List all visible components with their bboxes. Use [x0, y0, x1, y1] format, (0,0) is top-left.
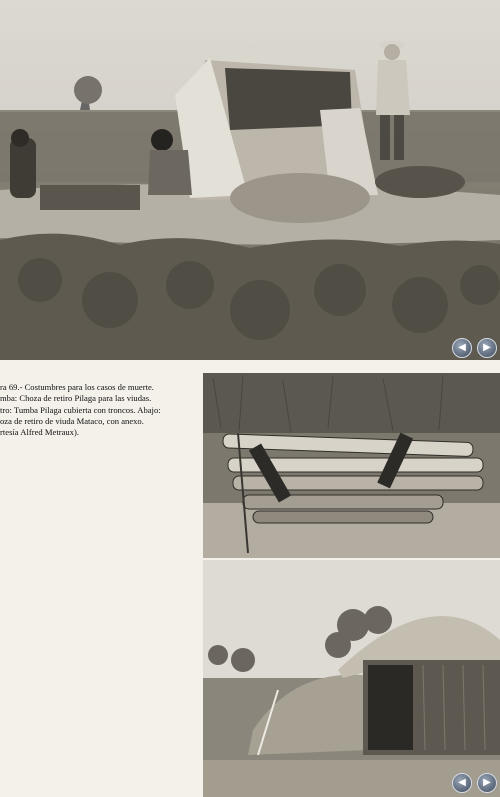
caption-line-5: rtesía Alfred Metraux). — [0, 427, 79, 438]
photo-mataco-hut — [203, 560, 500, 797]
caption-line-3: tro: Tumba Pilaga cubierta con troncos. Abajo: — [0, 404, 161, 415]
photo-widow-hut — [0, 0, 500, 360]
figure-caption — [0, 382, 198, 438]
next-page-icon[interactable] — [477, 338, 497, 358]
photo-log-tomb — [203, 373, 500, 558]
prev-arrow-glyph: ◀ — [458, 777, 466, 788]
next-page-icon[interactable] — [477, 773, 497, 793]
caption-line-4: oza de retiro de viuda Mataco, con anexo. — [0, 415, 144, 426]
caption-line-2: mba: Choza de retiro Pilaga para las viudas. — [0, 393, 152, 404]
previous-page-icon[interactable] — [452, 773, 472, 793]
caption-line-1: ra 69.- Costumbres para los casos de muerte. — [0, 382, 154, 392]
prev-arrow-glyph: ◀ — [458, 342, 466, 353]
previous-page-icon[interactable] — [452, 338, 472, 358]
next-arrow-glyph: ▶ — [483, 342, 491, 353]
next-arrow-glyph: ▶ — [483, 777, 491, 788]
